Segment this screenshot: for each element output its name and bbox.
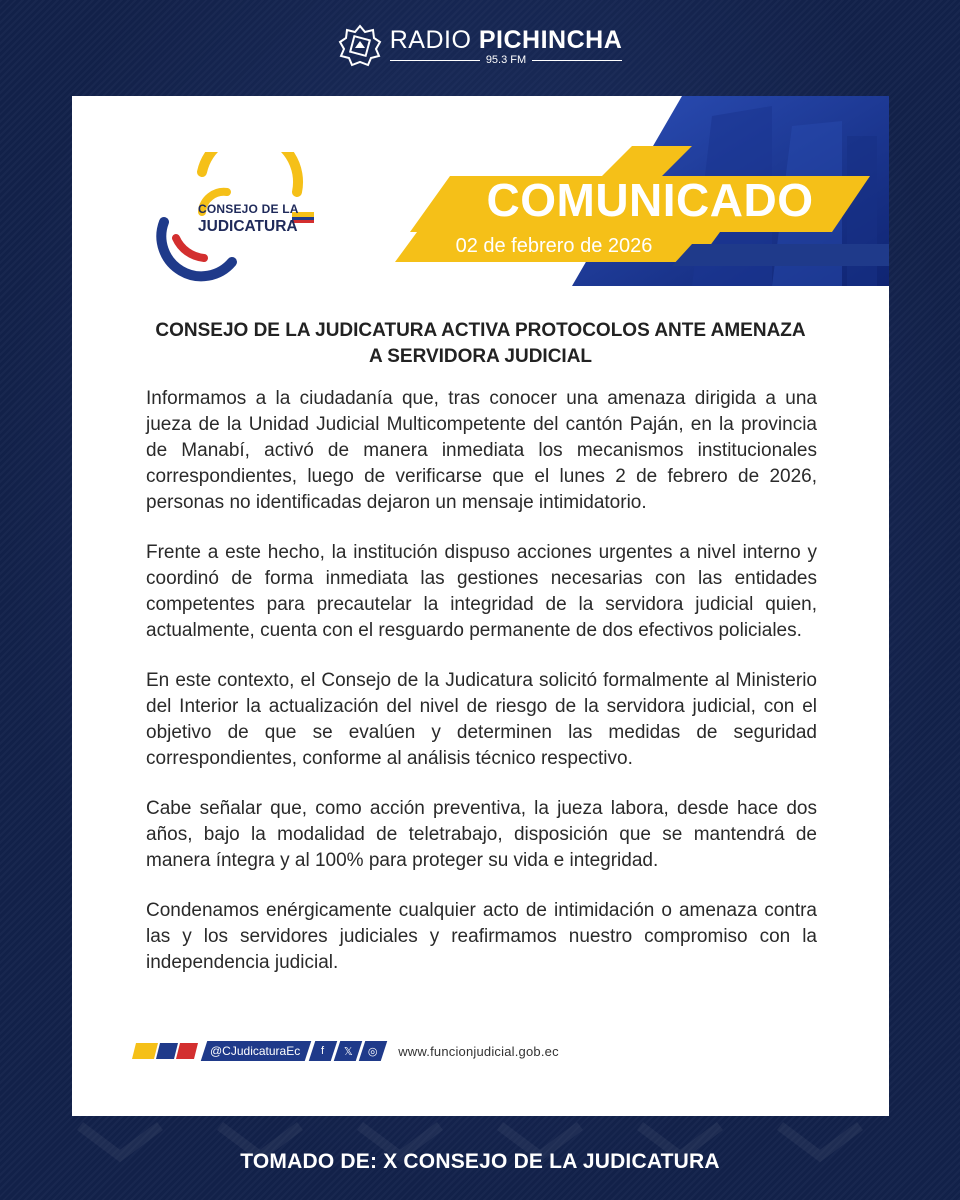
radio-pichincha-logo [338,24,623,68]
source-caption: TOMADO DE: X CONSEJO DE LA JUDICATURA [240,1150,720,1173]
social-icons [312,1041,384,1061]
paragraph: Condenamos enérgicamente cualquier acto de intimidación o amenaza contra las y los servidores judiciales y reafirmamos nuestro compromiso con la independencia judicial. [146,900,817,973]
color-stripes-icon [132,1043,200,1059]
radio-header [0,18,960,74]
paragraph: Frente a este hecho, la institución dispuso acciones urgentes a nivel interno y coordinó de forma inmediata las gestiones necesarias con las entidades competentes para precautelar la integridad de la servidora judicial quien, actualmente, cuenta con el resguardo permanente de dos efectivos policiales. [146,542,817,641]
press-release-card [72,96,889,1116]
instagram-icon[interactable]: ◎ [359,1041,387,1061]
consejo-logo-text: CONSEJO DE LA JUDICATURA [198,202,299,235]
radio-brand-name: RADIO PICHINCHA [389,26,623,54]
paragraph: Cabe señalar que, como acción preventiva, la jueza labora, desde hace dos años, bajo la modalidad de teletrabajo, disposición que se mantendrá de manera íntegra y al 100% para proteger su vida e integridad. [146,798,817,871]
website-link[interactable]: www.funcionjudicial.gob.ec [398,1043,559,1059]
card-footer [132,1040,832,1062]
x-icon[interactable]: 𝕏 [334,1041,362,1061]
comunicado-title: COMUNICADO [486,174,814,226]
paragraph: Informamos a la ciudadanía que, tras conocer una amenaza dirigida a una jueza de la Unidad Judicial Multicompetente del cantón Paján, en la provincia de Manabí, activó de manera inmediata los mecanismos institucionales correspondientes, luego de verificarse que el lunes 2 de febrero de 2026, personas no identificadas dejaron un mensaje intimidatorio. [146,388,817,513]
comunicado-date: 02 de febrero de 2026 [455,234,653,257]
press-release-headline: CONSEJO DE LA JUDICATURA ACTIVA PROTOCOLOS ANTE AMENAZA A SERVIDORA JUDICIAL [155,320,806,367]
social-handle[interactable]: @CJudicaturaEc [201,1041,312,1061]
radio-frequency: 95.3 FM [485,54,527,66]
facebook-icon[interactable]: f [309,1041,337,1061]
radio-emblem-icon [338,24,382,68]
paragraph: En este contexto, el Consejo de la Judicatura solicitó formalmente al Ministerio del Interior la actualización del nivel de riesgo de la servidora judicial, con el objetivo de que se evalúen y determinen las medidas de seguridad correspondientes, conforme al análisis técnico respectivo. [146,670,817,769]
press-release-body [146,386,817,1000]
